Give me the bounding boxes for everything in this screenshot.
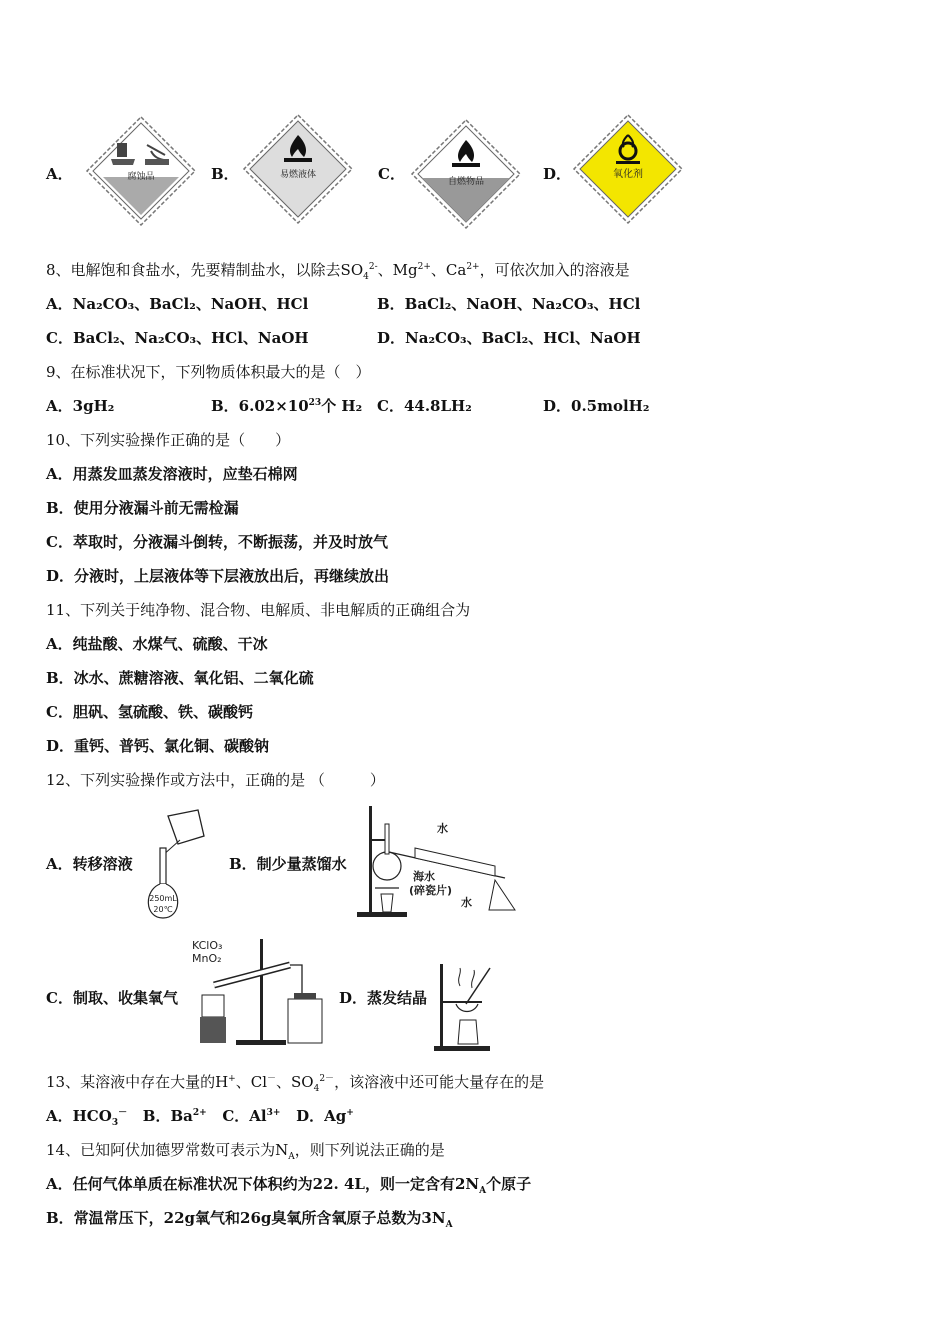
q12-option-a: A．转移溶液 <box>46 855 133 873</box>
q7-option-d-letter: D． <box>543 165 572 183</box>
q8-option-c: C．BaCl₂、Na₂CO₃、HCl、NaOH <box>46 329 309 347</box>
q13-option-d: D．Ag+ <box>296 1107 354 1125</box>
flammable-liquid-sign-icon <box>242 113 354 225</box>
q7-sign-b-text: 易燃液体 <box>279 170 317 180</box>
q12-stem: 12、下列实验操作或方法中，正确的是 （ ） <box>46 771 385 789</box>
q10-option-c: C．萃取时，分液漏斗倒转，不断振荡，并及时放气 <box>46 533 388 551</box>
q13-option-b: B．$Ba^{2+}$ <box>142 1107 207 1125</box>
q9-stem: 9、在标准状况下，下列物质体积最大的是（ ） <box>46 363 371 381</box>
q10-option-d: D．分液时，上层液体等下层液放出后，再继续放出 <box>46 567 390 585</box>
fig-b-water-in: 水 <box>437 822 448 835</box>
q11-stem: 11、下列关于纯净物、混合物、电解质、非电解质的正确组合为 <box>46 601 471 619</box>
fig-a-label-temp: 20℃ <box>153 905 173 914</box>
q8-option-a: A．Na₂CO₃、BaCl₂、NaOH、HCl <box>46 295 309 313</box>
q11-option-c: C．胆矾、氢硫酸、铁、碳酸钙 <box>46 703 253 721</box>
fig-b-chips: (碎瓷片) <box>409 884 453 897</box>
q14-stem: 14、已知阿伏加德罗常数可表示为$N_A$，则下列说法正确的是 <box>46 1141 445 1162</box>
q8-option-d: D．Na₂CO₃、BaCl₂、HCl、NaOH <box>377 329 641 347</box>
q14-option-b: B．常温常压下，22g氧气和26g臭氧所含氧原子总数为$3N_A$ <box>46 1209 453 1230</box>
corrosive-sign-icon <box>85 115 197 227</box>
q10-option-b: B．使用分液漏斗前无需检漏 <box>46 499 239 517</box>
fig-b-seawater: 海水 <box>413 870 435 883</box>
q7-sign-d-text: 氧化剂 <box>613 169 643 180</box>
q10-option-a: A．用蒸发皿蒸发溶液时，应垫石棉网 <box>46 465 298 483</box>
distillation-apparatus-figure <box>355 802 527 920</box>
q9-option-b: B．$6.02\times 10^{23}$个 H₂ <box>211 397 363 415</box>
q11-option-b: B．冰水、蔗糖溶液、氧化铝、二氧化硫 <box>46 669 314 687</box>
q9-option-d: D．0.5molH₂ <box>543 397 650 415</box>
fig-c-label-kclo3: KClO₃ <box>192 939 223 952</box>
q12-option-c: C．制取、收集氧气 <box>46 989 178 1007</box>
q14-option-a: A．任何气体单质在标准状况下体积约为22. 4L，则一定含有$2N_A$个原子 <box>46 1175 532 1196</box>
q11-option-a: A．纯盐酸、水煤气、硫酸、干冰 <box>46 635 268 653</box>
volumetric-flask-figure <box>140 806 212 920</box>
q9-option-c: C．44.8LH₂ <box>377 397 472 415</box>
fig-a-label-volume: 250mL <box>149 894 177 903</box>
q13-option-c: C．$Al^{3+}$ <box>222 1107 281 1125</box>
q12-option-b: B．制少量蒸馏水 <box>229 855 347 873</box>
q7-sign-a-text: 腐蚀品 <box>127 172 155 182</box>
q8-stem: 8、电解饱和食盐水，先要精制盐水，以除去$SO_4^{2-}$、$Mg^{2+}$、$Ca^{2+}$，可依次加入的溶液是 <box>46 261 630 282</box>
oxygen-preparation-figure <box>190 935 326 1047</box>
q11-option-d: D．重钙、普钙、氯化铜、碳酸钠 <box>46 737 270 755</box>
q7-option-b-letter: B． <box>211 165 239 183</box>
q7-option-a-letter: A． <box>46 165 73 183</box>
q7-sign-c-text: 自燃物品 <box>447 177 485 187</box>
q12-option-d: D．蒸发结晶 <box>339 989 428 1007</box>
q10-stem: 10、下列实验操作正确的是（ ） <box>46 431 291 449</box>
fig-b-water-out: 水 <box>461 896 472 909</box>
q13-options <box>46 1106 354 1126</box>
q8-option-b: B．BaCl₂、NaOH、Na₂CO₃、HCl <box>377 295 641 313</box>
spontaneous-combustion-sign-icon <box>410 118 522 230</box>
q13-option-a: A．$HCO_3^-$ <box>46 1107 128 1128</box>
oxidizer-sign-icon <box>572 113 684 225</box>
q13-stem: 13、某溶液中存在大量的H+、Cl－、$SO_4^{2-}$，该溶液中还可能大量存在的是 <box>46 1073 545 1094</box>
fig-c-label-mno2: MnO₂ <box>192 952 222 965</box>
q7-option-c-letter: C． <box>378 165 405 183</box>
evaporation-figure <box>432 960 494 1054</box>
q9-option-a: A．3gH₂ <box>46 397 115 415</box>
